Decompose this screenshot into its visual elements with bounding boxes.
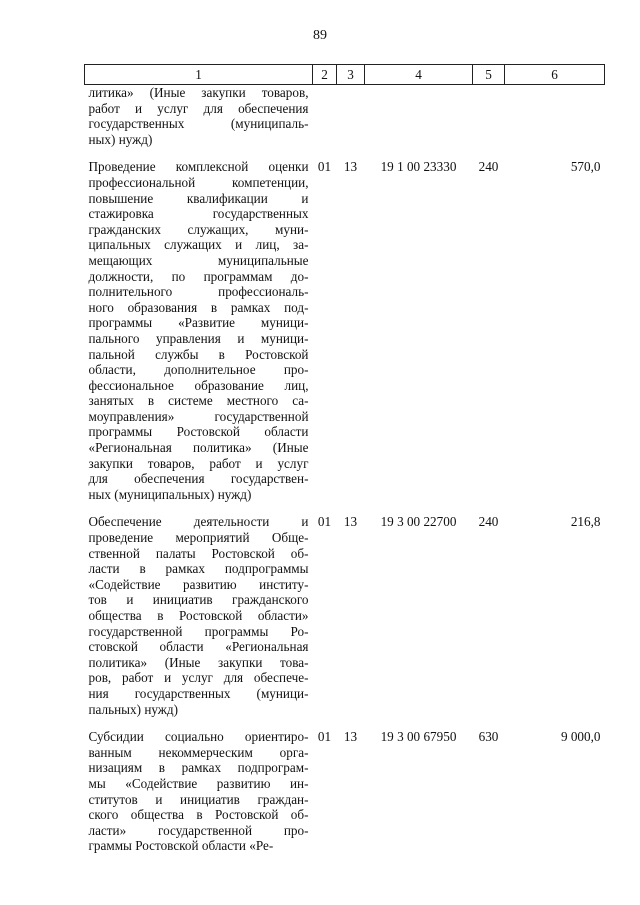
row-spacer [85,717,605,729]
description-line: работ и услуг для обеспечения [88,100,309,116]
description-line: общества в Ростовской области» [88,608,309,623]
expense-type-code: 240 [478,514,499,530]
description-line: стажировка государственных [88,206,309,222]
description-line: повышение квалификации и [88,190,309,206]
target-article-code: 19 3 00 67950 [380,729,457,745]
description-line: проведение мероприятий Обще- [88,530,309,546]
table-row [85,729,605,854]
description-line: полнительного профессиональ- [88,284,309,300]
description-line: пального управления и муници- [88,330,309,346]
description-line: ров, работ и услуг для обеспече- [88,670,309,686]
page-number: 89 [313,28,327,43]
amount: 570,0 [570,159,601,175]
description-line: тов и инициатив гражданского [88,592,309,608]
column-header-2: 2 [313,65,337,85]
column-header-4: 4 [365,65,473,85]
row-spacer-cell [85,147,605,159]
amount: 216,8 [570,514,601,530]
expense-type-code [473,85,505,148]
target-article-code [365,85,473,148]
description-line: профессиональной компетенции, [88,174,309,190]
table-body [85,85,605,854]
description-line: политика» (Иные закупки това- [88,654,309,670]
description-line: «Содействие развитию институ- [88,576,309,592]
description-line: занятых в системе местного са- [88,393,309,409]
description-line: стовской области «Региональная [88,639,309,655]
description-line: ласти в рамках подпрограммы [88,561,309,577]
budget-table [84,64,605,854]
section-code [313,85,337,148]
target-article-code: 19 1 00 23330 [380,159,457,175]
description-line: низациям в рамках подпрограм- [88,760,309,776]
header-row [85,65,605,85]
description-line: закупки товаров, работ и услуг [88,455,309,471]
table-row [85,514,605,717]
expense-type-code: 630 [478,729,499,745]
subsection-code: 13 [343,159,358,175]
table-row [85,85,605,148]
section-code: 01 [317,729,332,745]
section-code: 01 [317,514,332,530]
description-line: государственной программы Ро- [88,623,309,639]
subsection-code: 13 [343,514,358,530]
description-line: ния государственных (муници- [88,685,309,701]
description-line: ного образования в рамках под- [88,299,309,315]
column-header-1: 1 [85,65,313,85]
description-line: для обеспечения государствен- [88,471,309,487]
row-description [85,514,313,717]
column-header-6: 6 [505,65,605,85]
section-code: 01 [317,159,332,175]
row-spacer-cell [85,502,605,514]
description-line: государственных (муниципаль- [88,116,309,132]
description-line: ных) нужд) [88,131,153,147]
column-header-5: 5 [473,65,505,85]
subsection-code [337,85,365,148]
row-description [85,85,313,148]
description-line: ственной палаты Ростовской об- [88,545,309,561]
description-line: мещающих муниципальные [88,252,309,268]
description-line: пальных) нужд) [88,701,179,717]
row-spacer [85,502,605,514]
row-spacer [85,147,605,159]
target-article-code: 19 3 00 22700 [380,514,457,530]
description-line: программы «Развитие муници- [88,315,309,331]
description-line: Проведение комплексной оценки [88,159,309,175]
description-line: Обеспечение деятельности и [88,514,309,530]
description-line: Субсидии социально ориентиро- [88,729,309,745]
amount: 9 000,0 [560,729,601,745]
row-description [85,159,313,502]
expense-type-code: 240 [478,159,499,175]
subsection-code: 13 [343,729,358,745]
description-line: мы «Содействие развитию ин- [88,775,309,791]
description-line: литика» (Иные закупки товаров, [88,85,309,100]
amount [505,85,605,148]
table-row [85,159,605,502]
description-line: «Региональная политика» (Иные [88,440,309,456]
description-line: области, дополнительное про- [88,362,309,378]
description-line: ных (муниципальных) нужд) [88,486,252,502]
description-line: пальной службы в Ростовской [88,346,309,362]
description-line: ципальных служащих и лиц, за- [88,237,309,253]
row-spacer-cell [85,717,605,729]
description-line: моуправления» государственной [88,408,309,424]
description-line: гражданских служащих, муни- [88,221,309,237]
description-line: должности, по программам до- [88,268,309,284]
description-line: ванным некоммерческим орга- [88,744,309,760]
row-description [85,729,313,854]
description-line: фессиональное образование лиц, [88,377,309,393]
description-line: граммы Ростовской области «Ре- [88,838,274,854]
description-line: ститутов и инициатив граждан- [88,791,309,807]
description-line: программы Ростовской области [88,424,309,440]
description-line: ласти» государственной про- [88,822,309,838]
column-header-3: 3 [337,65,365,85]
description-line: ского общества в Ростовской об- [88,807,309,823]
